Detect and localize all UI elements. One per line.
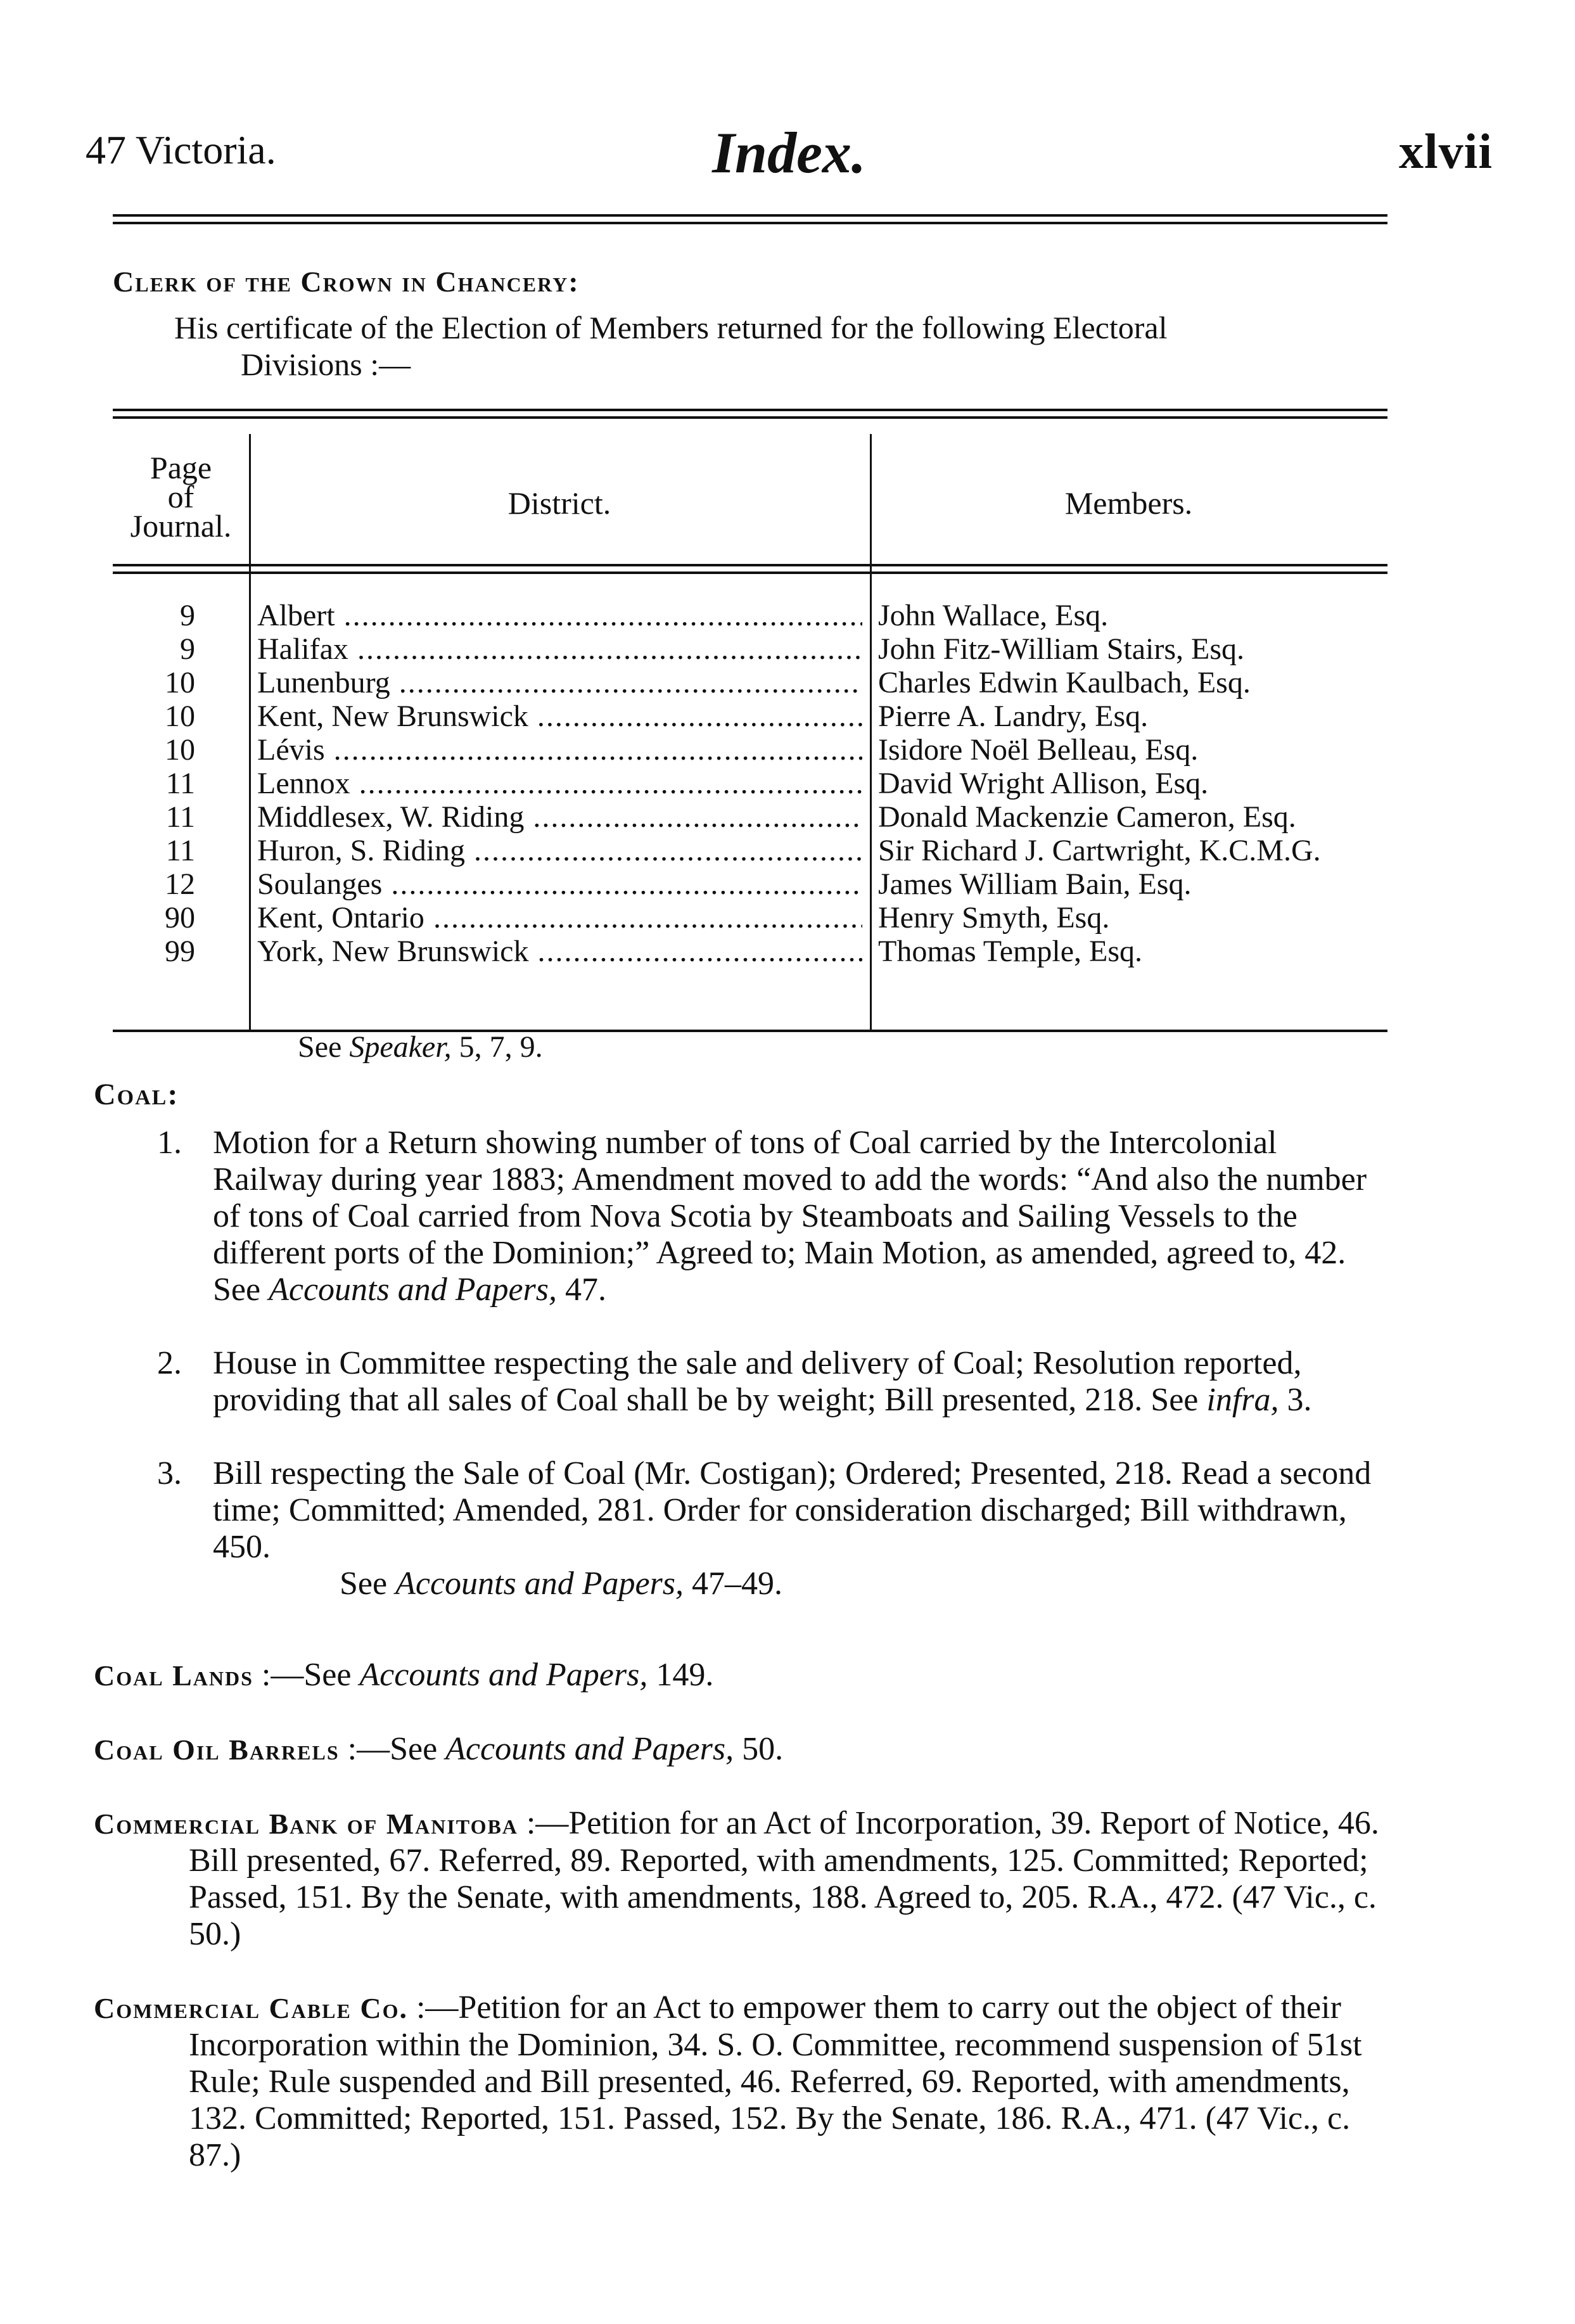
index-heading: Commercial Bank of Manitoba xyxy=(94,1808,518,1840)
row-member: Charles Edwin Kaulbach, Esq. xyxy=(878,666,1251,699)
row-member: David Wright Allison, Esq. xyxy=(878,767,1209,800)
header-rule xyxy=(113,214,1387,224)
row-district: Lévis ..... xyxy=(257,733,862,767)
index-entry: Commercial Bank of Manitoba :—Petition for an Act of Incorporation, 39. Report of Notice, 46. Bill presented, 67. Referred, 89. Reported, with amendments, 125. Committed; Reported; Passed, 151. By the Senate, with amendments, 188. Agreed to, 205. R.A., 472. (47 Vic., c. 50.) xyxy=(94,1805,1379,1952)
table-row xyxy=(113,699,1387,733)
table-row xyxy=(113,867,1387,901)
header-page-number: xlvii xyxy=(1398,124,1493,179)
coal-entry: 3. Bill respecting the Sale of Coal (Mr. Costigan); Ordered; Presented, 218. Read a second time; Committed; Amended, 281. Order for consideration discharged; Bill withdrawn, 450. See Accounts and Papers, 47–49. xyxy=(157,1455,1389,1602)
column-header-district: District. xyxy=(507,485,611,521)
table-row xyxy=(113,901,1387,935)
clerk-heading: Clerk of the Crown in Chancery: xyxy=(113,265,580,298)
see-speaker-ref: See Speaker, 5, 7, 9. xyxy=(298,1030,543,1064)
coal-entry: 1. Motion for a Return showing number of tons of Coal carried by the Intercolonial Railway during year 1883; Amendment moved to add the words: “And also the number of tons of Coal carried from Nova Scotia by Steamboats and Sailing Vessels to the different ports of the Dominion;” Agreed to; Main Motion, as amended, agreed to, 42. See Accounts and Papers, 47. xyxy=(157,1125,1367,1308)
row-page: 10 xyxy=(165,699,195,733)
certificate-line-1: His certificate of the Election of Members returned for the following Electoral xyxy=(174,310,1168,345)
row-page: 10 xyxy=(165,733,195,767)
header-session: 47 Victoria. xyxy=(86,127,276,172)
row-page: 11 xyxy=(165,834,195,867)
coal-entry: 2. House in Committee respecting the sale and delivery of Coal; Resolution reported, providing that all sales of Coal shall be by weight; Bill presented, 218. See infra, 3. xyxy=(157,1345,1312,1418)
row-page: 9 xyxy=(180,599,195,632)
table-row xyxy=(113,733,1387,767)
coal-heading: Coal: xyxy=(94,1078,179,1111)
row-page: 12 xyxy=(165,867,195,901)
entry-number: 1. xyxy=(157,1125,182,1161)
entry-number: 2. xyxy=(157,1345,182,1381)
entry-see-ref: See Accounts and Papers, 47–49. xyxy=(340,1566,783,1602)
table-header xyxy=(113,409,1387,561)
row-district: Halifax ..... xyxy=(257,632,862,666)
table-row xyxy=(113,935,1387,968)
row-page: 9 xyxy=(180,632,195,666)
row-district: Middlesex, W. Riding ..... xyxy=(257,800,862,834)
row-member: John Wallace, Esq. xyxy=(878,599,1109,632)
index-entry: Coal Lands :—See Accounts and Papers, 149. xyxy=(94,1657,714,1693)
certificate-line-2: Divisions :— xyxy=(241,347,411,382)
header-title: Index. xyxy=(712,120,866,185)
coal-entries xyxy=(157,1125,1389,1639)
table-body xyxy=(113,599,1387,968)
clerk-certificate xyxy=(174,309,1391,383)
row-page: 11 xyxy=(165,767,195,800)
index-entry: Coal Oil Barrels :—See Accounts and Papers, 50. xyxy=(94,1731,784,1767)
index-heading: Commercial Cable Co. xyxy=(94,1992,408,2024)
row-member: Isidore Noël Belleau, Esq. xyxy=(878,733,1199,767)
index-entries xyxy=(94,1657,1389,2211)
row-district: Lunenburg ..... xyxy=(257,666,862,699)
row-member: Pierre A. Landry, Esq. xyxy=(878,699,1149,733)
row-district: York, New Brunswick ..... xyxy=(257,935,862,968)
row-page: 99 xyxy=(165,935,195,968)
row-district: Lennox ..... xyxy=(257,767,862,800)
table-row xyxy=(113,767,1387,800)
entry-number: 3. xyxy=(157,1455,182,1491)
row-page: 90 xyxy=(165,901,195,935)
table-row xyxy=(113,632,1387,666)
row-district: Kent, New Brunswick ..... xyxy=(257,699,862,733)
row-member: Thomas Temple, Esq. xyxy=(878,935,1143,968)
row-member: James William Bain, Esq. xyxy=(878,867,1192,901)
index-entry: Commercial Cable Co. :—Petition for an Act to empower them to carry out the object of their Incorporation within the Dominion, 34. S. O. Committee, recommend suspension of 51st Rule; Rule suspended and Bill presented, 46. Referred, 69. Reported, with amendments, 132. Committed; Reported, 151. Passed, 152. By the Senate, 186. R.A., 471. (47 Vic., c. 87.) xyxy=(94,1989,1362,2173)
row-district: Kent, Ontario ..... xyxy=(257,901,862,935)
row-member: Henry Smyth, Esq. xyxy=(878,901,1110,935)
running-header xyxy=(86,119,1493,185)
election-table xyxy=(113,409,1387,968)
table-row xyxy=(113,599,1387,632)
table-row xyxy=(113,666,1387,699)
row-member: Donald Mackenzie Cameron, Esq. xyxy=(878,800,1296,834)
index-heading: Coal Oil Barrels xyxy=(94,1733,340,1766)
row-member: John Fitz-William Stairs, Esq. xyxy=(878,632,1245,666)
row-page: 11 xyxy=(165,800,195,834)
table-header-rule xyxy=(113,564,1387,574)
table-row xyxy=(113,834,1387,867)
column-header-members: Members. xyxy=(1064,485,1193,521)
index-heading: Coal Lands xyxy=(94,1659,253,1692)
row-district: Soulanges ..... xyxy=(257,867,862,901)
row-district: Huron, S. Riding ..... xyxy=(257,834,862,867)
column-header-page: Page of Journal. xyxy=(130,450,232,544)
row-page: 10 xyxy=(165,666,195,699)
row-district: Albert ..... xyxy=(257,599,862,632)
table-row xyxy=(113,800,1387,834)
row-member: Sir Richard J. Cartwright, K.C.M.G. xyxy=(878,834,1321,867)
